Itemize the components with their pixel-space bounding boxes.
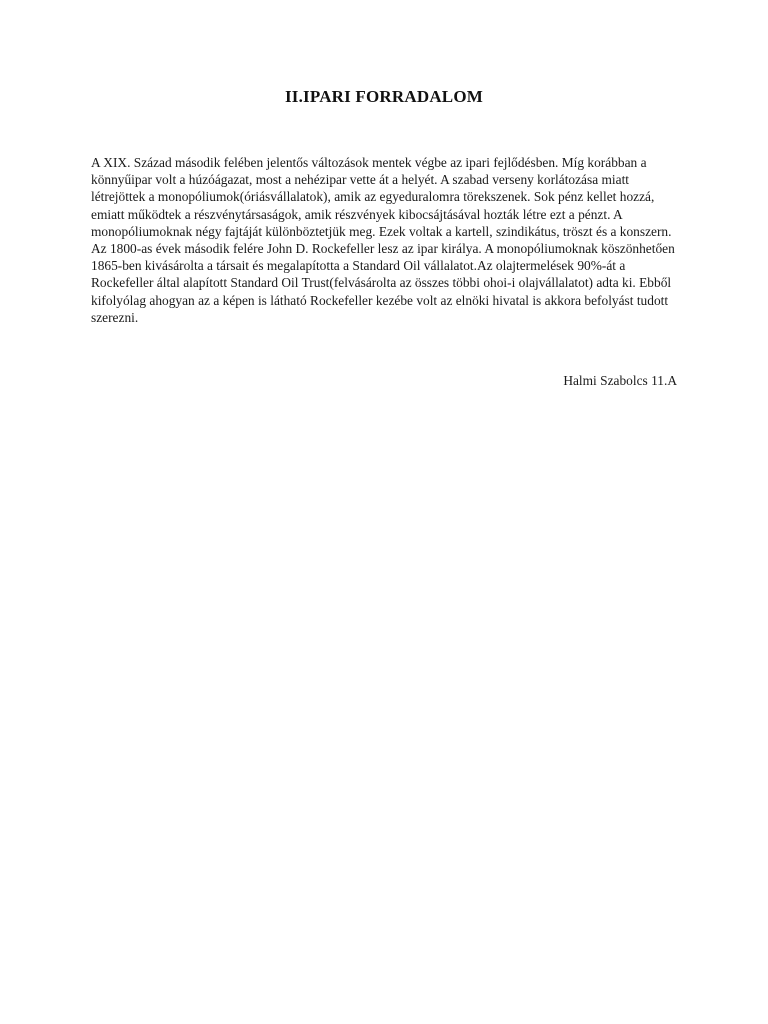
document-title: II.IPARI FORRADALOM	[284, 87, 484, 106]
body-paragraph: A XIX. Század második felében jelentős változások mentek végbe az ipari fejlődésben. Míg korábban a könnyűipar volt a húzóágazat, most a nehézipar vette át a helyét. A szabad verseny korlátozása miatt létrejöttek a monopóliumok(óriásvállalatok), amik az egyeduralomra törekszenek. Sok pénz kellet hozzá, emiatt működtek a részvénytársaságok, amik részvények kibocsájtásával hozták létre ezt a pénzt. A monopóliumoknak négy fajtáját különböztetjük meg. Ezek voltak a kartell, szindikátus, tröszt és a konszern. Az 1800-as évek második felére John D. Rockefeller lesz az ipar királya. A monopóliumoknak köszönhetően 1865-ben kivásárolta a társait és megalapította a Standard Oil vállalatot.Az olajtermelések 90%-át a Rockefeller által alapított Standard Oil Trust(felvásárolta az összes többi ohoi-i olajvállalatot) adta ki. Ebből kifolyólag ahogyan az a képen is látható Rockefeller kezébe volt az elnöki hivatal is akkora befolyást tudott szerezni.	[91, 155, 675, 325]
body-paragraph-container	[91, 154, 681, 326]
author-signature: Halmi Szabolcs 11.A	[563, 373, 677, 388]
